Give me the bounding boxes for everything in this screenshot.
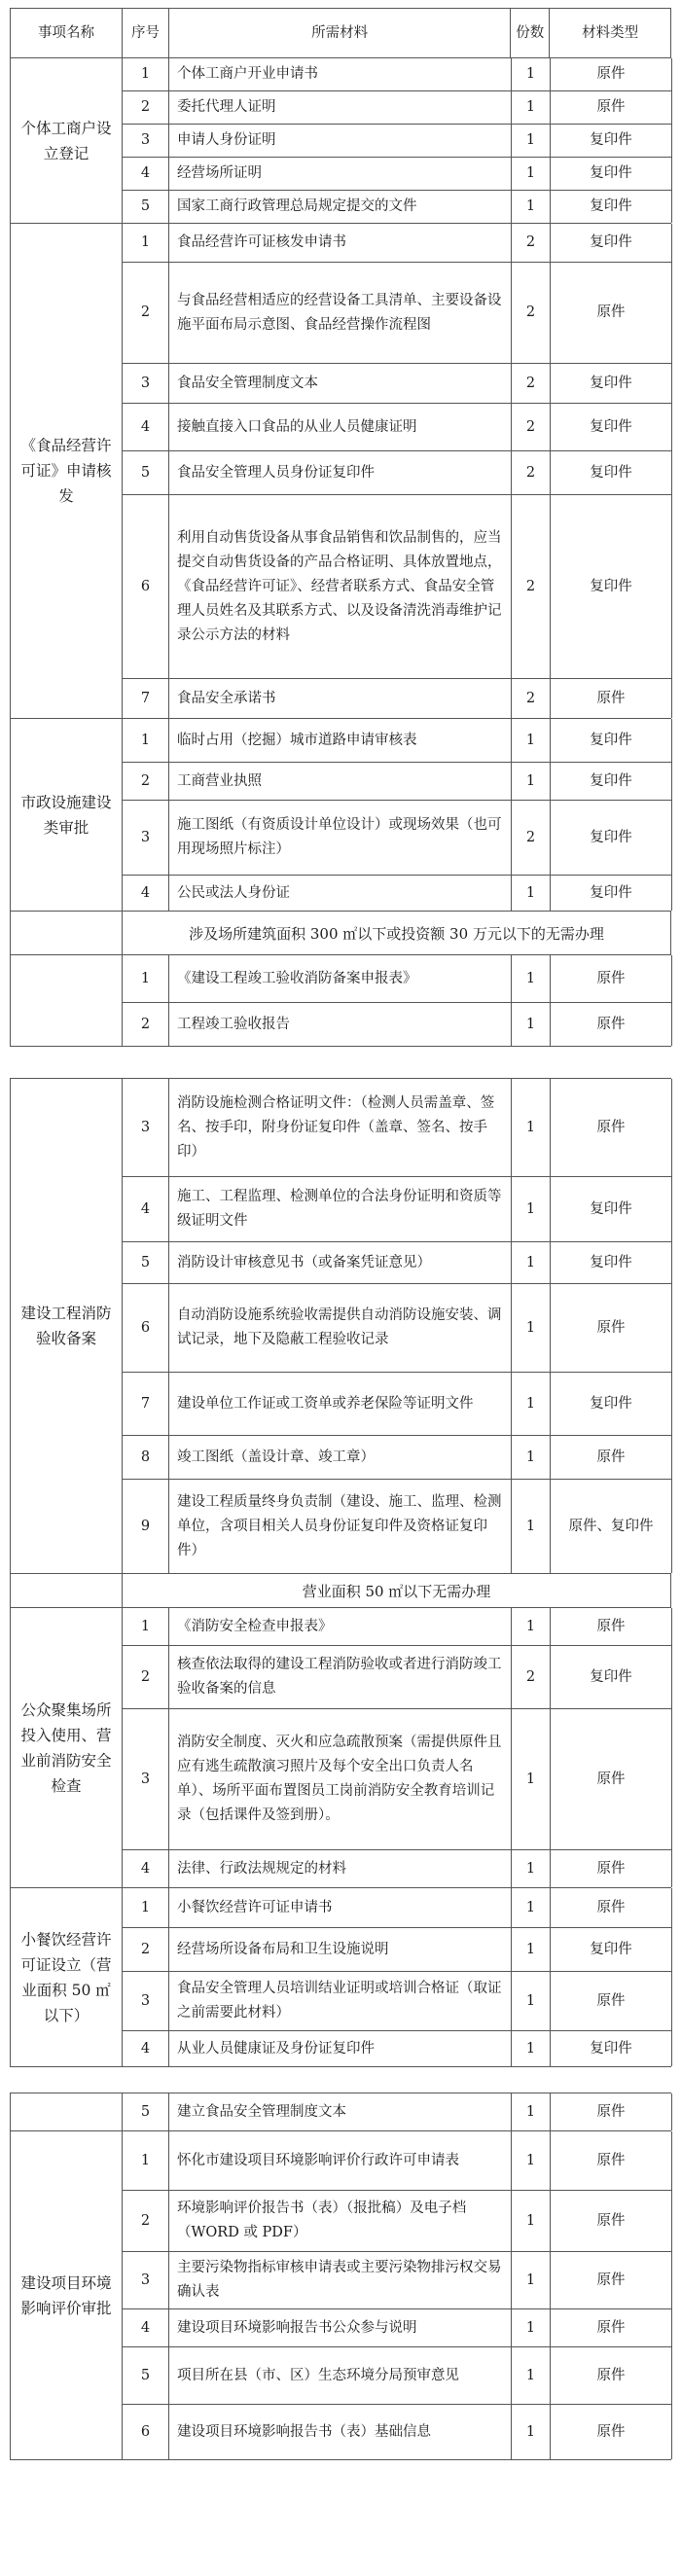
- row-count: 1: [512, 1079, 551, 1176]
- row-count: 1: [512, 58, 551, 90]
- table-row: [123, 451, 672, 495]
- row-no: 4: [123, 876, 169, 911]
- table-row: [123, 91, 672, 125]
- row-material: 环境影响评价报告书（表）（报批稿）及电子档（WORD 或 PDF）: [169, 2191, 512, 2251]
- row-type: 复印件: [551, 364, 672, 403]
- row-type: 原件: [551, 1709, 672, 1849]
- row-no: 4: [123, 158, 169, 190]
- row-material: 接触直接入口食品的从业人员健康证明: [169, 404, 512, 450]
- row-count: 1: [512, 1709, 551, 1849]
- row-material: 消防设施检测合格证明文件：（检测人员需盖章、签名、按手印，附身份证复印件（盖章、签名、按手印）: [169, 1079, 512, 1176]
- table-row: [123, 1079, 672, 1177]
- row-type: 原件: [551, 1850, 672, 1887]
- row-type: 原件: [551, 1003, 672, 1046]
- row-count: 2: [512, 1646, 551, 1708]
- row-material: 主要污染物指标审核申请表或主要污染物排污权交易确认表: [169, 2252, 512, 2308]
- table-row: [123, 1646, 672, 1709]
- row-material: 建设项目环境影响报告书公众参与说明: [169, 2309, 512, 2346]
- row-material: 委托代理人证明: [169, 91, 512, 124]
- group-fire-acceptance: [11, 1079, 671, 1574]
- row-no: 3: [123, 1079, 169, 1176]
- table-row: [123, 2093, 672, 2130]
- row-no: 5: [123, 451, 169, 494]
- row-type: 原件: [551, 679, 672, 718]
- table-row: [123, 1373, 672, 1436]
- note-text: 营业面积 50 ㎡以下无需办理: [123, 1574, 671, 1607]
- row-type: 复印件: [551, 801, 672, 875]
- row-material: 建设单位工作证或工资单或养老保险等证明文件: [169, 1373, 512, 1435]
- row-material: 申请人身份证明: [169, 125, 512, 157]
- row-material: 建设项目环境影响报告书（表）基础信息: [169, 2405, 512, 2459]
- table-row: [123, 1177, 672, 1242]
- table-row: [123, 763, 672, 801]
- row-no: 1: [123, 1888, 169, 1927]
- row-material: 法律、行政法规规定的材料: [169, 1850, 512, 1887]
- header-material: 所需材料: [169, 9, 511, 57]
- group-small-catering: [11, 1888, 671, 2067]
- row-no: 4: [123, 404, 169, 450]
- row-no: 1: [123, 224, 169, 262]
- table-header-row: [11, 9, 671, 58]
- row-no: 5: [123, 2347, 169, 2404]
- table-row: [123, 224, 672, 263]
- row-material: 从业人员健康证及身份证复印件: [169, 2031, 512, 2066]
- row-material: 项目所在县（市、区）生态环境分局预审意见: [169, 2347, 512, 2404]
- row-material: 《建设工程竣工验收消防备案申报表》: [169, 955, 512, 1002]
- row-count: 2: [512, 451, 551, 494]
- row-no: 3: [123, 364, 169, 403]
- row-count: 1: [512, 2131, 551, 2190]
- row-count: 2: [512, 404, 551, 450]
- row-material: 食品安全管理人员身份证复印件: [169, 451, 512, 494]
- note-spacer: [11, 1574, 123, 1607]
- note-row: [11, 1574, 671, 1608]
- row-type: 复印件: [551, 1646, 672, 1708]
- row-type: 原件: [551, 2191, 672, 2251]
- row-type: 原件: [551, 2347, 672, 2404]
- row-type: 复印件: [551, 158, 672, 190]
- row-no: 6: [123, 2405, 169, 2459]
- row-no: 7: [123, 1373, 169, 1435]
- row-material: 临时占用（挖掘）城市道路申请审核表: [169, 719, 512, 762]
- table-row: [123, 2252, 672, 2309]
- group-name: 建设项目环境影响评价审批: [11, 2131, 123, 2459]
- row-count: 1: [512, 2252, 551, 2308]
- row-no: 6: [123, 495, 169, 678]
- row-type: 原件: [551, 1608, 672, 1645]
- row-material: 利用自动售货设备从事食品销售和饮品制售的，应当提交自动售货设备的产品合格证明、具体放置地点，《食品经营许可证》、经营者联系方式、食品安全管理人员姓名及其联系方式、以及设备清洗消毒维护记录公示方法的材料: [169, 495, 512, 678]
- table-row: [123, 1850, 672, 1887]
- row-no: 4: [123, 2031, 169, 2066]
- group-environmental-assessment: [11, 2131, 671, 2460]
- row-count: 1: [512, 91, 551, 124]
- row-count: 1: [512, 1284, 551, 1372]
- table-row: [123, 1480, 672, 1573]
- row-no: 1: [123, 58, 169, 90]
- row-type: 原件: [551, 1436, 672, 1479]
- group-name: 公众聚集场所投入使用、营业前消防安全检查: [11, 1608, 123, 1887]
- row-type: 原件: [551, 2309, 672, 2346]
- row-no: 3: [123, 1709, 169, 1849]
- row-no: 1: [123, 955, 169, 1002]
- table-row: [123, 404, 672, 451]
- row-count: 1: [512, 2191, 551, 2251]
- row-material: 食品经营许可证核发申请书: [169, 224, 512, 262]
- row-material: 建设工程质量终身负责制（建设、施工、监理、检测单位，含项目相关人员身份证复印件及资格证复印件）: [169, 1480, 512, 1573]
- row-count: 1: [512, 763, 551, 800]
- group-fire-acceptance-cont: [11, 955, 671, 1047]
- table-row: [123, 495, 672, 679]
- row-type: 原件、复印件: [551, 1480, 672, 1573]
- table-row: [123, 1003, 672, 1046]
- row-no: 9: [123, 1480, 169, 1573]
- row-no: 4: [123, 2309, 169, 2346]
- table-row: [123, 2031, 672, 2066]
- table-row: [123, 955, 672, 1003]
- row-count: 1: [512, 1972, 551, 2030]
- table-row: [123, 2405, 672, 2459]
- table-row: [123, 1709, 672, 1850]
- table-row: [123, 1972, 672, 2031]
- group-name: 《食品经营许可证》申请核发: [11, 224, 123, 718]
- group-individual-business: [11, 58, 671, 224]
- table-row: [123, 719, 672, 763]
- table-row: [123, 58, 672, 91]
- table-row: [123, 364, 672, 404]
- group-name: [11, 955, 123, 1046]
- row-type: 复印件: [551, 1242, 672, 1283]
- row-count: 2: [512, 801, 551, 875]
- group-small-catering-cont: [11, 2093, 671, 2131]
- row-type: 原件: [551, 1284, 672, 1372]
- table-row: [123, 263, 672, 364]
- row-material: 食品安全承诺书: [169, 679, 512, 718]
- note-row: [11, 912, 671, 955]
- row-no: 2: [123, 1928, 169, 1971]
- row-type: 复印件: [551, 763, 672, 800]
- table-row: [123, 801, 672, 876]
- row-no: 2: [123, 2191, 169, 2251]
- row-count: 2: [512, 364, 551, 403]
- table-row: [123, 1436, 672, 1480]
- row-count: 1: [512, 1003, 551, 1046]
- row-no: 3: [123, 1972, 169, 2030]
- row-no: 2: [123, 763, 169, 800]
- row-material: 食品安全管理制度文本: [169, 364, 512, 403]
- table-row: [123, 2191, 672, 2252]
- row-material: 经营场所设备布局和卫生设施说明: [169, 1928, 512, 1971]
- note-spacer: [11, 912, 123, 954]
- row-count: 1: [512, 1373, 551, 1435]
- row-material: 核查依法取得的建设工程消防验收或者进行消防竣工验收备案的信息: [169, 1646, 512, 1708]
- table-row: [123, 876, 672, 911]
- header-count: 份数: [511, 9, 550, 57]
- group-public-venue-inspection: [11, 1608, 671, 1888]
- row-no: 4: [123, 1850, 169, 1887]
- row-no: 4: [123, 1177, 169, 1241]
- row-count: 1: [512, 125, 551, 157]
- row-no: 2: [123, 1646, 169, 1708]
- row-type: 复印件: [551, 404, 672, 450]
- row-type: 复印件: [551, 719, 672, 762]
- row-count: 1: [512, 1888, 551, 1927]
- row-type: 复印件: [551, 451, 672, 494]
- row-material: 施工、工程监理、检测单位的合法身份证明和资质等级证明文件: [169, 1177, 512, 1241]
- row-material: 与食品经营相适应的经营设备工具清单、主要设备设施平面布局示意图、食品经营操作流程图: [169, 263, 512, 363]
- row-material: 公民或法人身份证: [169, 876, 512, 911]
- row-count: 1: [512, 1928, 551, 1971]
- table-row: [123, 2131, 672, 2191]
- row-count: 1: [512, 1480, 551, 1573]
- table-section-2: [10, 1078, 671, 2067]
- row-type: 原件: [551, 2405, 672, 2459]
- row-type: 原件: [551, 2093, 672, 2130]
- row-count: 1: [512, 1242, 551, 1283]
- row-type: 原件: [551, 58, 672, 90]
- row-type: 复印件: [551, 1177, 672, 1241]
- group-name: [11, 2093, 123, 2130]
- table-section-1: [10, 8, 671, 1047]
- row-material: 竣工图纸（盖设计章、竣工章）: [169, 1436, 512, 1479]
- row-no: 3: [123, 801, 169, 875]
- group-name: 小餐饮经营许可证设立（营业面积 50 ㎡以下）: [11, 1888, 123, 2066]
- row-material: 施工图纸（有资质设计单位设计）或现场效果（也可用现场照片标注）: [169, 801, 512, 875]
- row-no: 3: [123, 2252, 169, 2308]
- header-no: 序号: [123, 9, 169, 57]
- row-count: 1: [512, 1177, 551, 1241]
- row-count: 1: [512, 876, 551, 911]
- materials-table: [10, 8, 671, 2460]
- row-type: 原件: [551, 263, 672, 363]
- header-item-name: 事项名称: [11, 9, 123, 57]
- row-no: 7: [123, 679, 169, 718]
- row-no: 8: [123, 1436, 169, 1479]
- row-count: 1: [512, 1850, 551, 1887]
- row-material: 《消防安全检查申报表》: [169, 1608, 512, 1645]
- row-type: 复印件: [551, 125, 672, 157]
- table-row: [123, 158, 672, 191]
- row-material: 国家工商行政管理总局规定提交的文件: [169, 191, 512, 223]
- row-no: 1: [123, 2131, 169, 2190]
- row-type: 复印件: [551, 495, 672, 678]
- row-no: 2: [123, 91, 169, 124]
- table-row: [123, 1888, 672, 1928]
- row-type: 复印件: [551, 876, 672, 911]
- group-municipal-facility: [11, 719, 671, 912]
- group-name: 市政设施建设类审批: [11, 719, 123, 911]
- table-row: [123, 2347, 672, 2405]
- row-count: 1: [512, 158, 551, 190]
- group-name: 个体工商户设立登记: [11, 58, 123, 223]
- row-material: 自动消防设施系统验收需提供自动消防设施安装、调试记录，地下及隐蔽工程验收记录: [169, 1284, 512, 1372]
- group-food-license: [11, 224, 671, 719]
- row-no: 5: [123, 191, 169, 223]
- row-material: 消防设计审核意见书（或备案凭证意见）: [169, 1242, 512, 1283]
- row-no: 5: [123, 1242, 169, 1283]
- row-type: 复印件: [551, 191, 672, 223]
- row-type: 原件: [551, 1079, 672, 1176]
- table-row: [123, 125, 672, 158]
- row-count: 1: [512, 1608, 551, 1645]
- table-row: [123, 191, 672, 223]
- row-count: 1: [512, 2093, 551, 2130]
- note-text: 涉及场所建筑面积 300 ㎡以下或投资额 30 万元以下的无需办理: [123, 912, 671, 954]
- row-count: 1: [512, 955, 551, 1002]
- row-no: 2: [123, 263, 169, 363]
- row-material: 经营场所证明: [169, 158, 512, 190]
- row-material: 个体工商户开业申请书: [169, 58, 512, 90]
- table-section-3: [10, 2093, 671, 2460]
- row-count: 1: [512, 2347, 551, 2404]
- table-row: [123, 2309, 672, 2347]
- row-no: 6: [123, 1284, 169, 1372]
- row-type: 原件: [551, 2252, 672, 2308]
- row-type: 复印件: [551, 1373, 672, 1435]
- row-count: 1: [512, 2309, 551, 2346]
- group-name: 建设工程消防验收备案: [11, 1079, 123, 1573]
- row-no: 1: [123, 719, 169, 762]
- row-material: 怀化市建设项目环境影响评价行政许可申请表: [169, 2131, 512, 2190]
- header-type: 材料类型: [550, 9, 671, 57]
- row-type: 复印件: [551, 1928, 672, 1971]
- row-type: 复印件: [551, 2031, 672, 2066]
- row-count: 1: [512, 1436, 551, 1479]
- table-row: [123, 1928, 672, 1972]
- row-count: 2: [512, 263, 551, 363]
- row-type: 复印件: [551, 224, 672, 262]
- row-material: 食品安全管理人员培训结业证明或培训合格证（取证之前需要此材料）: [169, 1972, 512, 2030]
- row-material: 小餐饮经营许可证申请书: [169, 1888, 512, 1927]
- row-type: 原件: [551, 2131, 672, 2190]
- row-count: 1: [512, 2031, 551, 2066]
- table-row: [123, 679, 672, 718]
- row-no: 5: [123, 2093, 169, 2130]
- row-no: 2: [123, 1003, 169, 1046]
- row-count: 2: [512, 495, 551, 678]
- row-material: 建立食品安全管理制度文本: [169, 2093, 512, 2130]
- row-count: 2: [512, 224, 551, 262]
- row-material: 工程竣工验收报告: [169, 1003, 512, 1046]
- row-material: 工商营业执照: [169, 763, 512, 800]
- row-type: 原件: [551, 91, 672, 124]
- row-type: 原件: [551, 1888, 672, 1927]
- table-row: [123, 1242, 672, 1284]
- row-type: 原件: [551, 1972, 672, 2030]
- row-count: 1: [512, 191, 551, 223]
- row-type: 原件: [551, 955, 672, 1002]
- row-no: 3: [123, 125, 169, 157]
- row-count: 1: [512, 719, 551, 762]
- row-material: 消防安全制度、灭火和应急疏散预案（需提供原件且应有逃生疏散演习照片及每个安全出口负责人名单）、场所平面布置图员工岗前消防安全教育培训记录（包括课件及签到册）。: [169, 1709, 512, 1849]
- row-no: 1: [123, 1608, 169, 1645]
- row-count: 2: [512, 679, 551, 718]
- row-count: 1: [512, 2405, 551, 2459]
- table-row: [123, 1608, 672, 1646]
- table-row: [123, 1284, 672, 1373]
